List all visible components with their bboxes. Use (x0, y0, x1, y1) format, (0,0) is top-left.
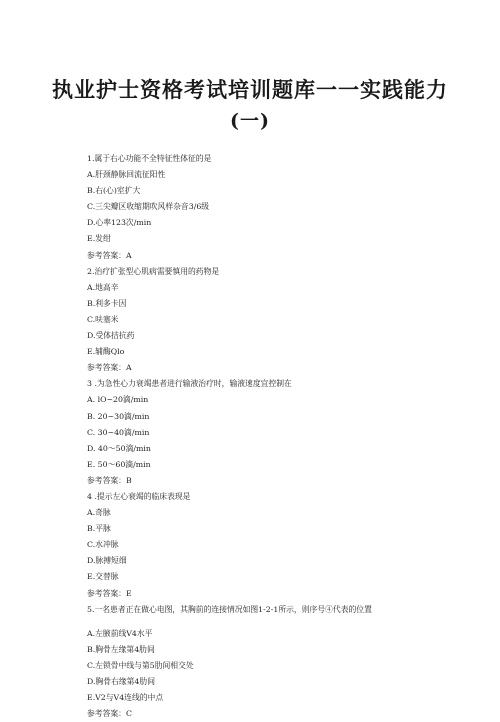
option-e: E.辅酶Qlo (87, 347, 125, 357)
option-e: E.交替脉 (87, 572, 119, 582)
answer: 参考答案：E (87, 588, 132, 598)
question-stem: 5.一名患者正在做心电图，其胸前的连接情况如图1-2-1所示，则序号④代表的位置 (87, 604, 372, 614)
answer: 参考答案：A (87, 363, 132, 373)
option-c: C.左锁骨中线与第5肋间相交处 (87, 660, 194, 670)
option-c: C.三尖瓣区收缩期吹风样杂音3/6级 (87, 202, 210, 212)
option-b: B. 20~30滴/min (87, 411, 150, 421)
option-e: E.V2与V4连线的中点 (87, 693, 164, 703)
option-a: A.奇脉 (87, 508, 111, 518)
answer: 参考答案：A (87, 250, 132, 260)
option-b: B.右(心)室扩大 (87, 186, 141, 196)
option-c: C. 30~40滴/min (87, 427, 150, 437)
option-e: E. 50～60滴/min (87, 459, 151, 469)
spacer (87, 618, 467, 626)
document-subtitle: (一) (230, 110, 270, 132)
option-d: D. 40～50滴/min (87, 443, 151, 453)
answer: 参考答案：B (87, 475, 132, 485)
option-d: D.心率123次/min (87, 218, 152, 228)
answer: 参考答案：C (87, 709, 132, 719)
option-e: E.发绀 (87, 234, 111, 244)
option-a: A.地高辛 (87, 282, 119, 292)
option-c: C.水冲脉 (87, 540, 119, 550)
option-b: B.胸骨左缘第4肋间 (87, 644, 155, 654)
option-d: D.受体拮抗药 (87, 331, 135, 341)
option-a: A.肝颈静脉回流征阳性 (87, 170, 166, 180)
option-c: C.呋塞米 (87, 314, 119, 324)
option-b: B.利多卡因 (87, 298, 127, 308)
option-d: D.胸骨右缘第4肋间 (87, 677, 155, 686)
question-stem: 2.治疗扩张型心肌病需要慎用的药物是 (87, 266, 220, 276)
question-stem: 1.属于右心功能不全特征性体征的是 (87, 154, 212, 163)
option-b: B.平脉 (87, 524, 111, 534)
document-title: 执业护士资格考试培训题库一一实践能力 (52, 77, 448, 102)
option-a: A.左腋前线V4水平 (87, 628, 153, 638)
question-stem: 4 .提示左心衰竭的临床表现是 (87, 491, 191, 501)
option-d: D.脉搏短细 (87, 556, 127, 566)
option-a: A. lO~20滴/min (87, 395, 149, 405)
question-stem: 3 .为急性心力衰竭患者进行输液治疗时，输液速度宜控制在 (87, 379, 292, 389)
question-list (87, 151, 467, 722)
